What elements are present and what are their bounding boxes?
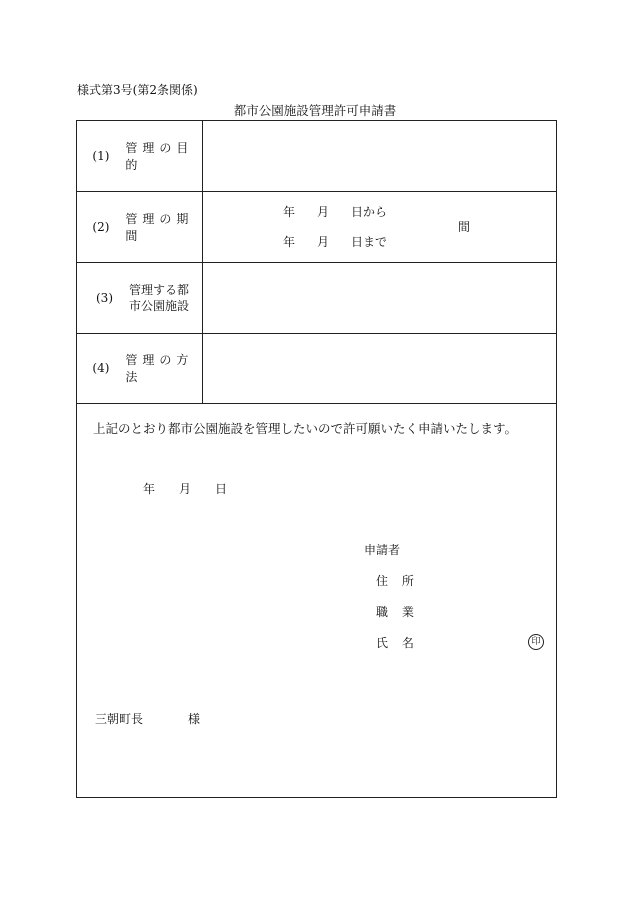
row-label-text: 管理の期間 [125,211,194,243]
period-end-month: 月 [317,235,330,249]
name-label: 氏 名 [376,636,419,650]
occupation-label: 職 業 [376,605,419,619]
row-label-text: 管理する都市公園施設 [129,282,190,313]
row-label-text: 管理の方法 [125,353,194,384]
row-number: (2) [92,219,110,234]
address-label: 住 所 [376,574,419,588]
date-day: 日 [215,482,228,496]
applicant-label: 申請者 [364,543,401,557]
facility-field[interactable] [203,262,557,333]
row-facility-label [77,262,202,333]
row-purpose-label [77,121,202,191]
method-field[interactable] [203,333,557,403]
period-duration-suffix: 間 [458,220,471,234]
row-number: (3) [96,290,113,305]
period-start-day: 日から [351,205,388,219]
period-field[interactable] [203,191,557,262]
row-number: (1) [92,149,110,163]
row-label-text: 管理の目的 [125,141,194,172]
seal-mark-icon: 印 [528,634,544,650]
purpose-field[interactable] [203,121,557,191]
row-period-label [77,191,202,262]
application-form-table [76,120,557,798]
addressee: 三朝町長 [95,712,144,726]
date-month: 月 [179,482,192,496]
date-year: 年 [143,482,156,496]
application-statement: 上記のとおり都市公園施設を管理したいので許可願いたく申請いたします。 [93,421,518,436]
row-divider [77,403,556,404]
document-title: 都市公園施設管理許可申請書 [233,103,397,118]
row-method-label [77,333,202,403]
form-number: 様式第3号(第2条関係) [77,83,198,97]
period-start-year: 年 [283,205,296,219]
period-end-year: 年 [283,235,296,249]
period-end-day: 日まで [351,235,388,249]
row-number: (4) [92,361,110,375]
honorific: 様 [188,712,201,726]
period-start-month: 月 [317,205,330,219]
